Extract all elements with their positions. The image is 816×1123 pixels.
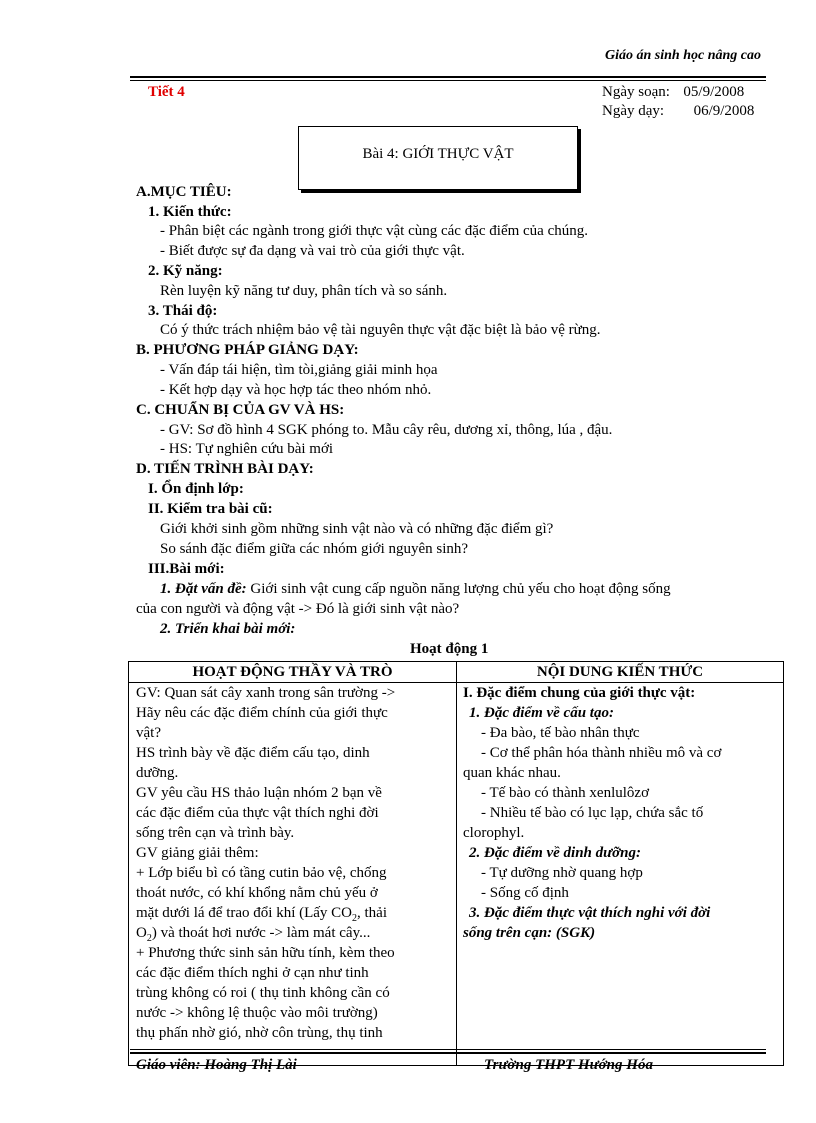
footer-school: Trường THPT Hướng Hóa xyxy=(484,1057,653,1073)
left-line: thụ phấn nhờ gió, nhờ côn trùng, thụ tinh xyxy=(136,1025,383,1041)
left-line: + Phương thức sinh sản hữu tính, kèm theo xyxy=(136,945,395,961)
left-line: nước -> không lệ thuộc vào môi trường) xyxy=(136,1005,378,1021)
left-line: GV yêu cầu HS thảo luận nhóm 2 bạn về xyxy=(136,785,382,801)
section-a3-heading: 3. Thái độ: xyxy=(148,303,218,319)
section-d3-1-line xyxy=(160,581,671,598)
right-line: - Tự dưỡng nhờ quang hợp xyxy=(481,865,643,881)
section-a-heading: A.MỤC TIÊU: xyxy=(136,184,232,200)
left-line: các đặc điểm thích nghi ở cạn như tinh xyxy=(136,965,369,981)
left-line: HS trình bày về đặc điểm cấu tạo, dinh xyxy=(136,745,370,761)
section-d2-line1: Giới khởi sinh gồm những sinh vật nào và có những đặc điểm gì? xyxy=(160,521,554,537)
left-line: trùng không có roi ( thụ tinh không cần có xyxy=(136,985,390,1001)
section-d2-line2: So sánh đặc điểm giữa các nhóm giới nguyên sinh? xyxy=(160,541,469,557)
section-d1-heading: I. Ổn định lớp: xyxy=(148,481,244,497)
section-d3-1-cont: của con người và động vật -> Đó là giới sinh vật nào? xyxy=(136,601,460,617)
left-line: + Lớp biểu bì có tầng cutin bảo vệ, chống xyxy=(136,865,387,881)
prep-date-row xyxy=(602,84,744,101)
subscript: 2 xyxy=(146,933,152,944)
section-a2-heading: 2. Kỹ năng: xyxy=(148,263,223,279)
table-header-activity: HOẠT ĐỘNG THẦY VÀ TRÒ xyxy=(129,662,457,683)
prep-date-value: 05/9/2008 xyxy=(683,84,745,100)
section-a1-line1: - Phân biệt các ngành trong giới thực vật cùng các đặc điểm của chúng. xyxy=(160,223,588,239)
left-line: Hãy nêu các đặc điểm chính của giới thực xyxy=(136,705,388,721)
section-d3-1-text: Giới sinh vật cung cấp nguồn năng lượng chủ yếu cho hoạt động sống xyxy=(246,581,671,597)
table-cell-activity xyxy=(129,683,457,1066)
teach-date-label: Ngày dạy: xyxy=(602,103,665,119)
section-c-heading: C. CHUẨN BỊ CỦA GV VÀ HS: xyxy=(136,402,345,418)
right-line: quan khác nhau. xyxy=(463,765,561,781)
lesson-number: Tiết 4 xyxy=(148,84,185,100)
section-c-line1: - GV: Sơ đồ hình 4 SGK phóng to. Mẫu cây rêu, dương xỉ, thông, lúa , đậu. xyxy=(160,422,613,438)
teach-date-value: 06/9/2008 xyxy=(693,103,755,119)
section-d2-heading: II. Kiểm tra bài cũ: xyxy=(148,501,273,517)
left-line: GV: Quan sát cây xanh trong sân trường -> xyxy=(136,685,396,701)
left-line-o2-b: ) và thoát hơi nước -> làm mát cây... xyxy=(151,925,371,941)
section-b-heading: B. PHƯƠNG PHÁP GIẢNG DẠY: xyxy=(136,342,359,358)
right-line: - Tế bào có thành xenlulôzơ xyxy=(481,785,650,801)
footer-rule-thin xyxy=(130,1049,766,1050)
section-d3-2-heading: 2. Triển khai bài mới: xyxy=(160,621,296,637)
right-line: I. Đặc điểm chung của giới thực vật: xyxy=(463,685,696,701)
section-d3-heading: III.Bài mới: xyxy=(148,561,225,577)
left-line: sống trên cạn và trình bày. xyxy=(136,825,295,841)
left-line-o2 xyxy=(136,925,370,944)
prep-date-label: Ngày soạn: xyxy=(602,84,670,100)
section-d-heading: D. TIẾN TRÌNH BÀI DẠY: xyxy=(136,461,314,477)
section-a1-heading: 1. Kiến thức: xyxy=(148,204,232,220)
left-line-co2 xyxy=(136,905,387,924)
right-line: - Cơ thể phân hóa thành nhiều mô và cơ xyxy=(481,745,722,761)
section-a1-line2: - Biết được sự đa dạng và vai trò của giới thực vật. xyxy=(160,243,465,259)
left-line-o2-a: O xyxy=(136,925,147,941)
section-c-line2: - HS: Tự nghiên cứu bài mới xyxy=(160,441,334,457)
right-line: - Đa bào, tế bào nhân thực xyxy=(481,725,640,741)
right-line: clorophyl. xyxy=(463,825,525,841)
footer-teacher xyxy=(136,1057,297,1074)
right-line: 1. Đặc điểm về cấu tạo: xyxy=(469,705,614,721)
table-header-content: NỘI DUNG KIẾN THỨC xyxy=(457,662,784,683)
footer-rule xyxy=(130,1052,766,1054)
section-b-line1: - Vấn đáp tái hiện, tìm tòi,giảng giải minh họa xyxy=(160,362,438,378)
lesson-title-box xyxy=(298,126,578,190)
right-line: 3. Đặc điểm thực vật thích nghi với đời xyxy=(469,905,711,921)
activity-table xyxy=(128,661,784,1066)
section-b-line2: - Kết hợp dạy và học hợp tác theo nhóm nhỏ. xyxy=(160,382,432,398)
header-rule xyxy=(130,76,766,78)
left-line: GV giảng giải thêm: xyxy=(136,845,259,861)
activity-title: Hoạt động 1 xyxy=(410,641,489,657)
left-line: vật? xyxy=(136,725,161,741)
section-a2-line1: Rèn luyện kỹ năng tư duy, phân tích và so sánh. xyxy=(160,283,448,299)
section-d3-1-label: 1. Đặt vấn đề: xyxy=(160,581,247,597)
table-cell-content xyxy=(457,683,784,1066)
right-line: - Nhiều tế bào có lục lạp, chứa sắc tố xyxy=(481,805,704,821)
lesson-title: Bài 4: GIỚI THỰC VẬT xyxy=(362,146,514,162)
footer-teacher-name: Hoàng Thị Lài xyxy=(204,1057,297,1073)
right-line: - Sống cố định xyxy=(481,885,569,901)
left-line: dưỡng. xyxy=(136,765,179,781)
left-line-co2-a: mặt dưới lá để trao đổi khí (Lấy CO xyxy=(136,905,353,921)
left-line: các đặc điểm của thực vật thích nghi đời xyxy=(136,805,379,821)
right-line: sống trên cạn: (SGK) xyxy=(463,925,596,941)
left-line-co2-b: , thải xyxy=(357,905,388,921)
document-header-title: Giáo án sinh học nâng cao xyxy=(605,48,761,63)
right-line: 2. Đặc điểm về dinh dưỡng: xyxy=(469,845,642,861)
footer-teacher-label: Giáo viên: xyxy=(136,1057,201,1073)
subscript: 2 xyxy=(352,913,358,924)
left-line: thoát nước, có khí khổng nằm chủ yếu ở xyxy=(136,885,378,901)
header-rule-thin xyxy=(130,80,766,81)
section-a3-line1: Có ý thức trách nhiệm bảo vệ tài nguyên thực vật đặc biệt là bảo vệ rừng. xyxy=(160,322,601,338)
teach-date-row xyxy=(602,103,754,120)
